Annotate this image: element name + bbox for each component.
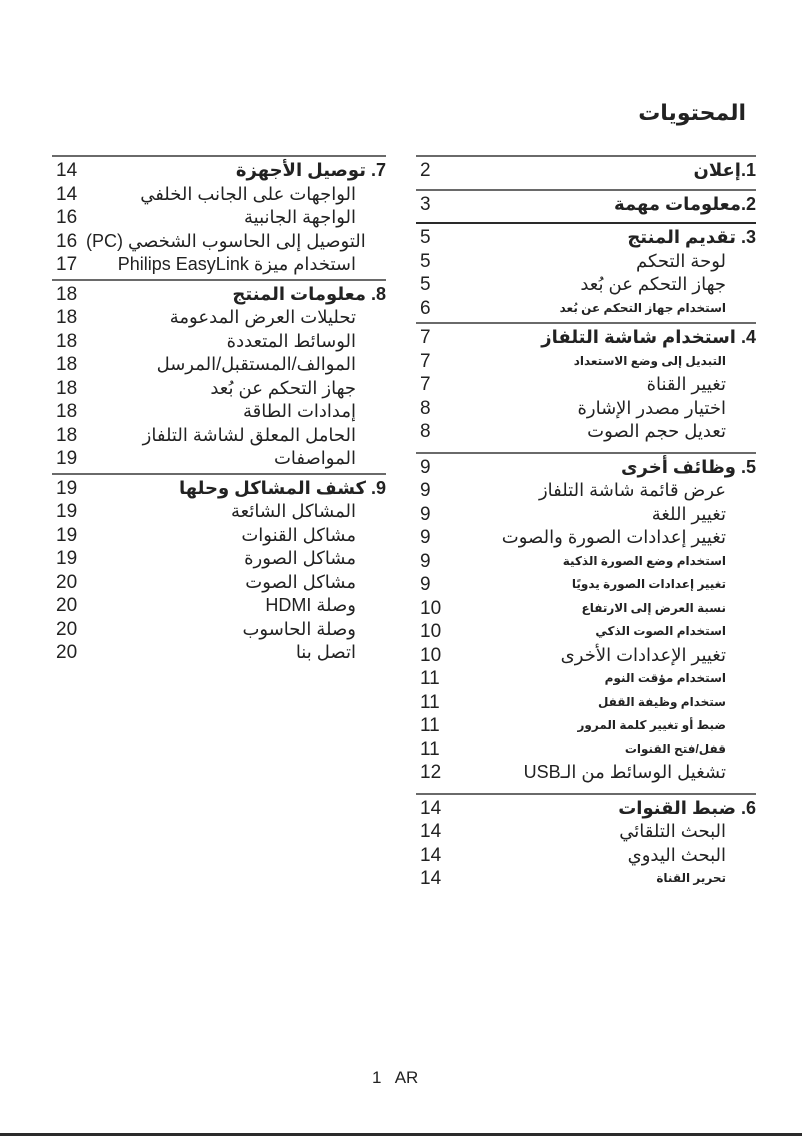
toc-entry-label: تغيير إعدادات الصورة والصوت (501, 527, 726, 547)
toc-heading-label: 1.إعلان (693, 160, 756, 180)
toc-page-number: 19 (56, 448, 78, 469)
toc-page-number: 18 (56, 330, 78, 352)
toc-page-number: 11 (420, 668, 440, 689)
toc-entry[interactable] (416, 844, 756, 868)
toc-page-number: 14 (420, 868, 442, 889)
toc-heading-label: 3. تقديم المنتج (627, 227, 756, 247)
toc-section (52, 279, 386, 471)
toc-page-number: 11 (420, 691, 440, 713)
toc-entry-label: اختيار مصدر الإشارة (577, 397, 726, 418)
toc-entry-label: لوحة التحكم (635, 250, 726, 271)
toc-page-number: 11 (420, 738, 440, 760)
toc-entry[interactable] (52, 500, 386, 524)
toc-page-number: 9 (420, 527, 431, 548)
toc-entry[interactable] (416, 738, 756, 762)
toc-page-number: 7 (420, 327, 431, 348)
toc-entry-label: تغيير الإعدادات الأخرى (560, 644, 726, 665)
toc-section (52, 155, 386, 277)
toc-entry-label: نسبة العرض إلى الارتفاع (581, 600, 726, 615)
toc-entry[interactable] (52, 353, 386, 377)
toc-page-number: 8 (420, 397, 431, 419)
toc-page-number: 3 (420, 193, 431, 215)
toc-entry[interactable] (416, 820, 756, 844)
toc-entry[interactable] (52, 424, 386, 448)
toc-entry[interactable] (52, 594, 386, 618)
toc-entry[interactable] (52, 447, 386, 471)
toc-entry[interactable] (52, 253, 386, 277)
toc-entry[interactable] (416, 573, 756, 597)
toc-page-number: 19 (56, 548, 78, 569)
toc-entry[interactable] (52, 524, 386, 548)
toc-entry-label: المواصفات (273, 448, 356, 468)
toc-entry-label: اتصل بنا (295, 642, 356, 662)
toc-section (416, 452, 756, 785)
toc-entry[interactable] (52, 547, 386, 571)
toc-page-number: 14 (56, 160, 78, 181)
toc-entry-label: تحليلات العرض المدعومة (169, 307, 356, 327)
toc-heading-label: 5. وظائف أخرى (621, 456, 756, 477)
toc-entry[interactable] (416, 620, 756, 644)
toc-entry-label: الحامل المعلق لشاشة التلفاز (142, 424, 356, 445)
toc-entry-label: وصلة الحاسوب (242, 618, 356, 639)
toc-entry[interactable] (416, 373, 756, 397)
toc-section (416, 222, 756, 320)
toc-section (416, 793, 756, 891)
toc-page-number: 18 (56, 354, 78, 375)
toc-entry-label: تغيير اللغة (651, 503, 726, 524)
toc-entry[interactable] (416, 761, 756, 785)
toc-column-right (416, 155, 756, 891)
toc-section-heading[interactable] (416, 159, 756, 183)
toc-page-number: 8 (420, 421, 431, 442)
toc-page-number: 9 (420, 574, 431, 595)
toc-entry[interactable] (416, 479, 756, 503)
toc-entry-label: إمدادات الطاقة (242, 401, 356, 421)
toc-entry-label: استخدام جهاز التحكم عن بُعد (559, 300, 726, 315)
toc-column-left (52, 155, 386, 665)
toc-page-number: 9 (420, 550, 431, 572)
toc-page-number: 20 (56, 595, 78, 616)
toc-section-heading[interactable] (416, 226, 756, 250)
toc-page-number: 9 (420, 503, 431, 525)
toc-entry-label: التوصيل إلى الحاسوب الشخصي (PC) (86, 230, 366, 251)
toc-page-number: 11 (420, 715, 440, 736)
toc-section (416, 189, 756, 217)
toc-section-heading[interactable] (416, 193, 756, 217)
toc-section-heading[interactable] (416, 326, 756, 350)
toc-page-number: 10 (420, 597, 442, 619)
toc-entry-label: البحث التلقائي (619, 821, 726, 841)
toc-entry-label: مشاكل القنوات (241, 524, 356, 545)
toc-entry[interactable] (416, 273, 756, 297)
toc-entry-label: استخدام الصوت الذكي (595, 624, 726, 638)
toc-entry[interactable] (52, 641, 386, 665)
toc-section (416, 322, 756, 444)
toc-entry-label: الواجهة الجانبية (244, 207, 356, 227)
toc-section (52, 473, 386, 665)
toc-entry[interactable] (416, 867, 756, 891)
toc-entry[interactable] (416, 714, 756, 738)
toc-page-number: 14 (420, 844, 442, 866)
toc-section-heading[interactable] (52, 477, 386, 501)
toc-entry-label: قفل/فتح القنوات (624, 741, 726, 756)
toc-heading-label: 9. كشف المشاكل وحلها (179, 477, 386, 498)
toc-heading-label: 2.معلومات مهمة (614, 193, 756, 214)
toc-page-number: 10 (420, 644, 442, 666)
toc-page-number: 12 (420, 762, 442, 783)
toc-entry-label: التبديل إلى وضع الاستعداد (573, 353, 726, 368)
toc-page-number: 5 (420, 274, 431, 295)
toc-entry[interactable] (416, 550, 756, 574)
toc-entry-label: تغيير إعدادات الصورة يدويًا (571, 577, 726, 591)
toc-page-number: 7 (420, 374, 431, 395)
toc-section-heading[interactable] (416, 797, 756, 821)
toc-heading-label: 8. معلومات المنتج (232, 283, 386, 304)
toc-entry-label: المشاكل الشائعة (230, 501, 356, 521)
toc-entry-label: تغيير القناة (646, 374, 726, 394)
toc-entry-label: ستخدام وظيفة القفل (597, 694, 726, 709)
toc-page-number: 18 (56, 283, 78, 305)
toc-page-number: 20 (56, 642, 78, 663)
toc-page-number: 19 (56, 501, 78, 522)
toc-section (416, 155, 756, 183)
toc-page-number: 16 (56, 230, 78, 252)
toc-entry[interactable] (416, 250, 756, 274)
toc-page-number: 10 (420, 621, 442, 642)
toc-entry-label: ضبط أو تغيير كلمة المرور (577, 718, 726, 732)
footer-page-number: 1 (372, 1068, 382, 1087)
toc-heading-label: 7. توصيل الأجهزة (235, 160, 386, 180)
toc-entry-label: تحرير القناة (656, 871, 726, 885)
toc-page-number: 18 (56, 424, 78, 446)
toc-section-heading[interactable] (416, 456, 756, 480)
toc-entry-label: تعديل حجم الصوت (587, 421, 726, 441)
toc-entry-label: الواجهات على الجانب الخلفي (140, 183, 356, 204)
toc-page-number: 6 (420, 297, 431, 319)
toc-entry-label: الوسائط المتعددة (226, 330, 356, 351)
toc-entry[interactable] (416, 350, 756, 374)
toc-entry[interactable] (52, 230, 386, 254)
toc-page-number: 14 (420, 821, 442, 842)
toc-entry[interactable] (52, 306, 386, 330)
toc-entry[interactable] (416, 691, 756, 715)
toc-page-number: 9 (420, 480, 431, 501)
toc-entry[interactable] (52, 571, 386, 595)
toc-entry-label: مشاكل الصوت (245, 571, 356, 592)
page-footer (372, 1068, 418, 1088)
toc-page-number: 17 (56, 254, 78, 275)
toc-entry-label: استخدام وضع الصورة الذكية (562, 553, 726, 568)
toc-page-number: 18 (56, 401, 78, 422)
toc-page-number: 16 (56, 207, 78, 228)
toc-entry[interactable] (416, 420, 756, 444)
toc-entry-label: استخدام مؤقت النوم (604, 671, 726, 685)
toc-entry[interactable] (52, 330, 386, 354)
toc-entry[interactable] (52, 183, 386, 207)
toc-entry[interactable] (416, 597, 756, 621)
toc-entry[interactable] (52, 400, 386, 424)
toc-page-number: 18 (56, 377, 78, 399)
toc-page-number: 14 (420, 797, 442, 819)
toc-section-heading[interactable] (52, 283, 386, 307)
toc-page-number: 5 (420, 227, 431, 248)
toc-entry[interactable] (416, 526, 756, 550)
toc-entry[interactable] (416, 503, 756, 527)
toc-page-number: 5 (420, 250, 431, 272)
toc-page-number: 18 (56, 307, 78, 328)
toc-heading-label: 6. ضبط القنوات (618, 797, 756, 818)
toc-entry-label: جهاز التحكم عن بُعد (210, 377, 356, 398)
page-title: المحتويات (638, 100, 746, 125)
footer-language: AR (394, 1068, 419, 1087)
toc-entry-label: الموالف/المستقبل/المرسل (156, 354, 356, 374)
toc-page-number: 19 (56, 477, 78, 499)
toc-entry[interactable] (416, 644, 756, 668)
toc-entry[interactable] (416, 297, 756, 321)
toc-page-number: 20 (56, 571, 78, 593)
toc-entry[interactable] (52, 618, 386, 642)
toc-heading-label: 4. استخدام شاشة التلفاز (541, 327, 756, 347)
toc-page-number: 20 (56, 618, 78, 640)
toc-entry[interactable] (52, 206, 386, 230)
toc-page-number: 19 (56, 524, 78, 546)
toc-entry[interactable] (416, 397, 756, 421)
toc-entry[interactable] (416, 667, 756, 691)
toc-entry-label: مشاكل الصورة (244, 548, 356, 568)
toc-page-number: 7 (420, 350, 431, 372)
toc-entry-label: تشغيل الوسائط من الـUSB (523, 762, 726, 782)
toc-entry-label: استخدام ميزة Philips EasyLink (117, 254, 356, 274)
toc-entry-label: عرض قائمة شاشة التلفاز (538, 480, 726, 500)
toc-entry[interactable] (52, 377, 386, 401)
toc-entry-label: جهاز التحكم عن بُعد (580, 274, 726, 294)
toc-entry-label: البحث اليدوي (627, 844, 726, 865)
toc-entry-label: وصلة HDMI (265, 595, 356, 615)
toc-page-number: 14 (56, 183, 78, 205)
toc-page-number: 9 (420, 456, 431, 478)
toc-section-heading[interactable] (52, 159, 386, 183)
toc-page-number: 2 (420, 160, 431, 181)
